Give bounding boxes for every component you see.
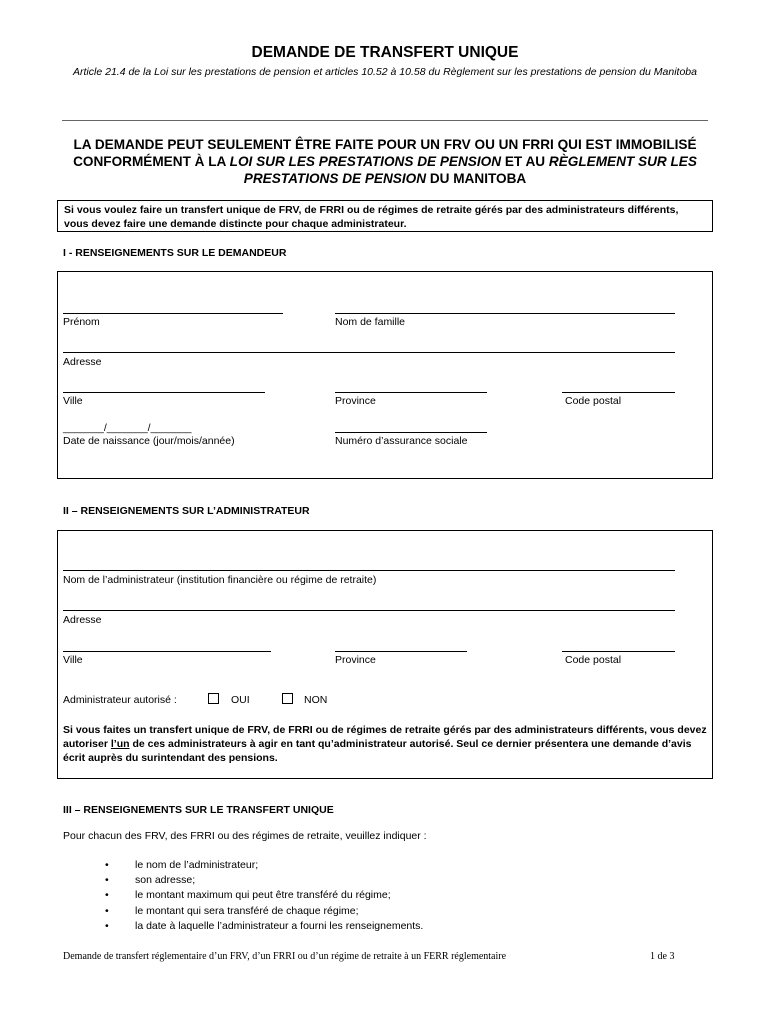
city-label: Ville <box>63 395 83 407</box>
authorized-admin-paragraph <box>63 723 713 765</box>
address-field[interactable] <box>63 352 675 353</box>
list-item: • le montant maximum qui peut être transféré du régime; <box>105 888 423 903</box>
admin-city-label: Ville <box>63 654 83 666</box>
admin-city-field[interactable] <box>63 651 271 652</box>
headline-part2: ET AU <box>501 154 549 169</box>
non-label: NON <box>304 694 328 706</box>
list-item: • le montant qui sera transféré de chaque régime; <box>105 904 423 919</box>
birth-date-label: Date de naissance (jour/mois/année) <box>63 435 235 447</box>
city-field[interactable] <box>63 392 265 393</box>
transfer-info-list <box>105 858 423 934</box>
oui-label: OUI <box>231 694 250 706</box>
first-name-label: Prénom <box>63 316 100 328</box>
postal-code-label: Code postal <box>565 395 622 407</box>
authorized-admin-label: Administrateur autorisé : <box>63 694 177 706</box>
province-field[interactable] <box>335 392 487 393</box>
headline <box>50 136 720 187</box>
sin-field[interactable] <box>335 432 487 433</box>
oui-checkbox[interactable] <box>208 693 219 704</box>
header-divider <box>62 120 708 121</box>
sin-label: Numéro d’assurance sociale <box>335 435 468 447</box>
paragraph-underlined: l’un <box>110 738 130 750</box>
section3-intro: Pour chacun des FRV, des FRRI ou des régimes de retraite, veuillez indiquer : <box>63 830 427 842</box>
paragraph-part-b: de ces administrateurs à agir en tant qu’administrateur autorisé. Seul ce dernier présentera une demande d’avis écrit auprès du surintendant des pensions. <box>63 738 692 764</box>
headline-italic1: LOI SUR LES PRESTATIONS DE PENSION <box>229 154 502 169</box>
last-name-field[interactable] <box>335 313 675 314</box>
admin-name-field[interactable] <box>63 570 675 571</box>
first-name-field[interactable] <box>63 313 283 314</box>
headline-italic2: RÈGLEMENT SUR LES PRESTATIONS DE PENSION <box>243 154 697 186</box>
list-item: • son adresse; <box>105 873 423 888</box>
footer-text: Demande de transfert réglementaire d’un FRV, d’un FRRI ou d’un régime de retraite à un FERR réglementaire <box>63 951 507 962</box>
admin-address-label: Adresse <box>63 614 102 626</box>
section3-heading: III – RENSEIGNEMENTS SUR LE TRANSFERT UNIQUE <box>63 804 334 816</box>
list-item: • la date à laquelle l’administrateur a fourni les renseignements. <box>105 919 423 934</box>
applicant-box <box>57 271 713 479</box>
admin-province-label: Province <box>335 654 376 666</box>
admin-postal-code-label: Code postal <box>565 654 622 666</box>
page-number: 1 de 3 <box>650 951 675 962</box>
province-label: Province <box>335 395 376 407</box>
section1-heading: I - RENSEIGNEMENTS SUR LE DEMANDEUR <box>63 247 287 259</box>
page-subtitle: Article 21.4 de la Loi sur les prestations de pension et articles 10.52 à 10.58 du Règlement sur les prestations de pension du Manitoba <box>73 66 697 78</box>
birth-date-field[interactable]: _______/_______/_______ <box>63 422 192 434</box>
notice-text: Si vous voulez faire un transfert unique de FRV, de FRRI ou de régimes de retraite gérés par des administrateurs différents, vous devez faire une demande distincte pour chaque administrateur. <box>64 204 679 230</box>
non-checkbox[interactable] <box>282 693 293 704</box>
admin-postal-code-field[interactable] <box>562 651 675 652</box>
headline-part1: LA DEMANDE PEUT SEULEMENT ÊTRE FAITE POUR UN FRV OU UN FRRI QUI EST IMMOBILISÉ CONFORMÉMENT À LA <box>73 137 697 169</box>
list-item: • le nom de l’administrateur; <box>105 858 423 873</box>
address-label: Adresse <box>63 356 102 368</box>
postal-code-field[interactable] <box>562 392 675 393</box>
page-title: DEMANDE DE TRANSFERT UNIQUE <box>251 44 519 61</box>
admin-address-field[interactable] <box>63 610 675 611</box>
last-name-label: Nom de famille <box>335 316 406 328</box>
admin-name-label: Nom de l’administrateur (institution financière ou régime de retraite) <box>63 574 377 586</box>
section2-heading: II – RENSEIGNEMENTS SUR L’ADMINISTRATEUR <box>63 505 310 517</box>
admin-province-field[interactable] <box>335 651 467 652</box>
headline-part3: DU MANITOBA <box>426 171 527 186</box>
paragraph-part-a: Si vous faites un transfert unique de FRV, de FRRI ou de régimes de retraite gérés par des administrateurs différents, vous devez autoriser <box>63 724 707 750</box>
